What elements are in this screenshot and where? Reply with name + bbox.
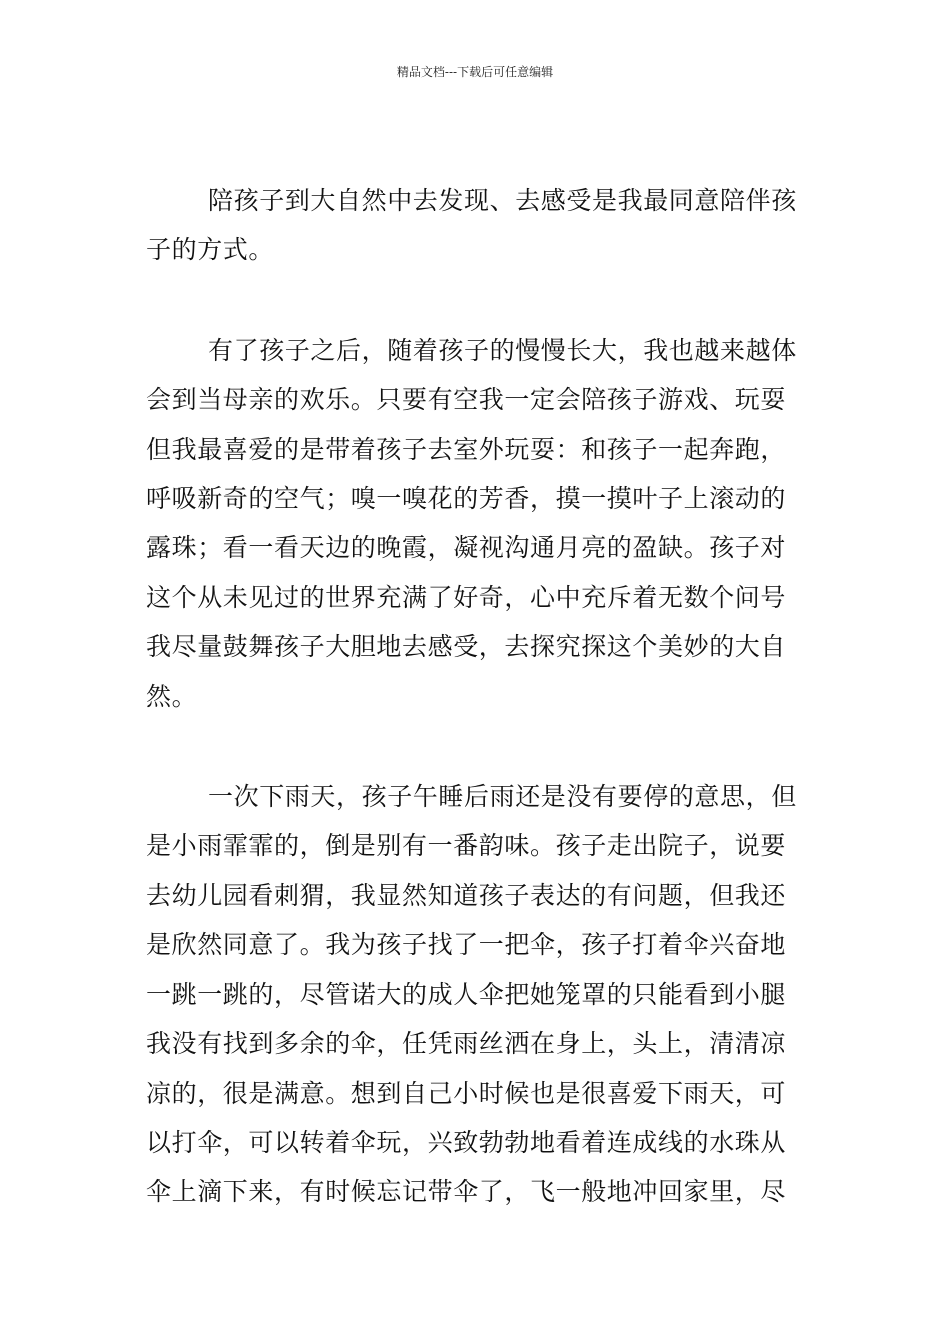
paragraph-1: 陪孩子到大自然中去发现、去感受是我最同意陪伴孩子的方式。 [146,186,797,265]
page-header: 精品文档---下载后可任意编辑 [396,65,554,79]
document-body [146,176,810,1217]
paragraph-3: 一次下雨天，孩子午睡后雨还是没有要停的意思，但是小雨霏霏的，倒是别有一番韵味。孩子走出院子，说要去幼儿园看刺猬，我显然知道孩子表达的有问题，但我还是欣然同意了。我为孩子找了一把伞，孩子打着伞兴奋地一跳一跳的，尽管诺大的成人伞把她笼罩的只能看到小腿我没有找到多余的伞，任凭雨丝洒在身上，头上，清清凉凉的，很是满意。想到自己小时候也是很喜爱下雨天，可以打伞，可以转着伞玩，兴致勃勃地看着连成线的水珠从伞上滴下来，有时候忘记带伞了，飞一般地冲回家里，尽 [146,782,797,1207]
paragraph-2: 有了孩子之后，随着孩子的慢慢长大，我也越来越体会到当母亲的欢乐。只要有空我一定会陪孩子游戏、玩耍但我最喜爱的是带着孩子去室外玩耍：和孩子一起奔跑，呼吸新奇的空气；嗅一嗅花的芳香，摸一摸叶子上滚动的露珠；看一看天边的晚霞，凝视沟通月亮的盈缺。孩子对这个从未见过的世界充满了好奇，心中充斥着无数个问号我尽量鼓舞孩子大胆地去感受，去探究探这个美妙的大自然。 [146,335,797,711]
